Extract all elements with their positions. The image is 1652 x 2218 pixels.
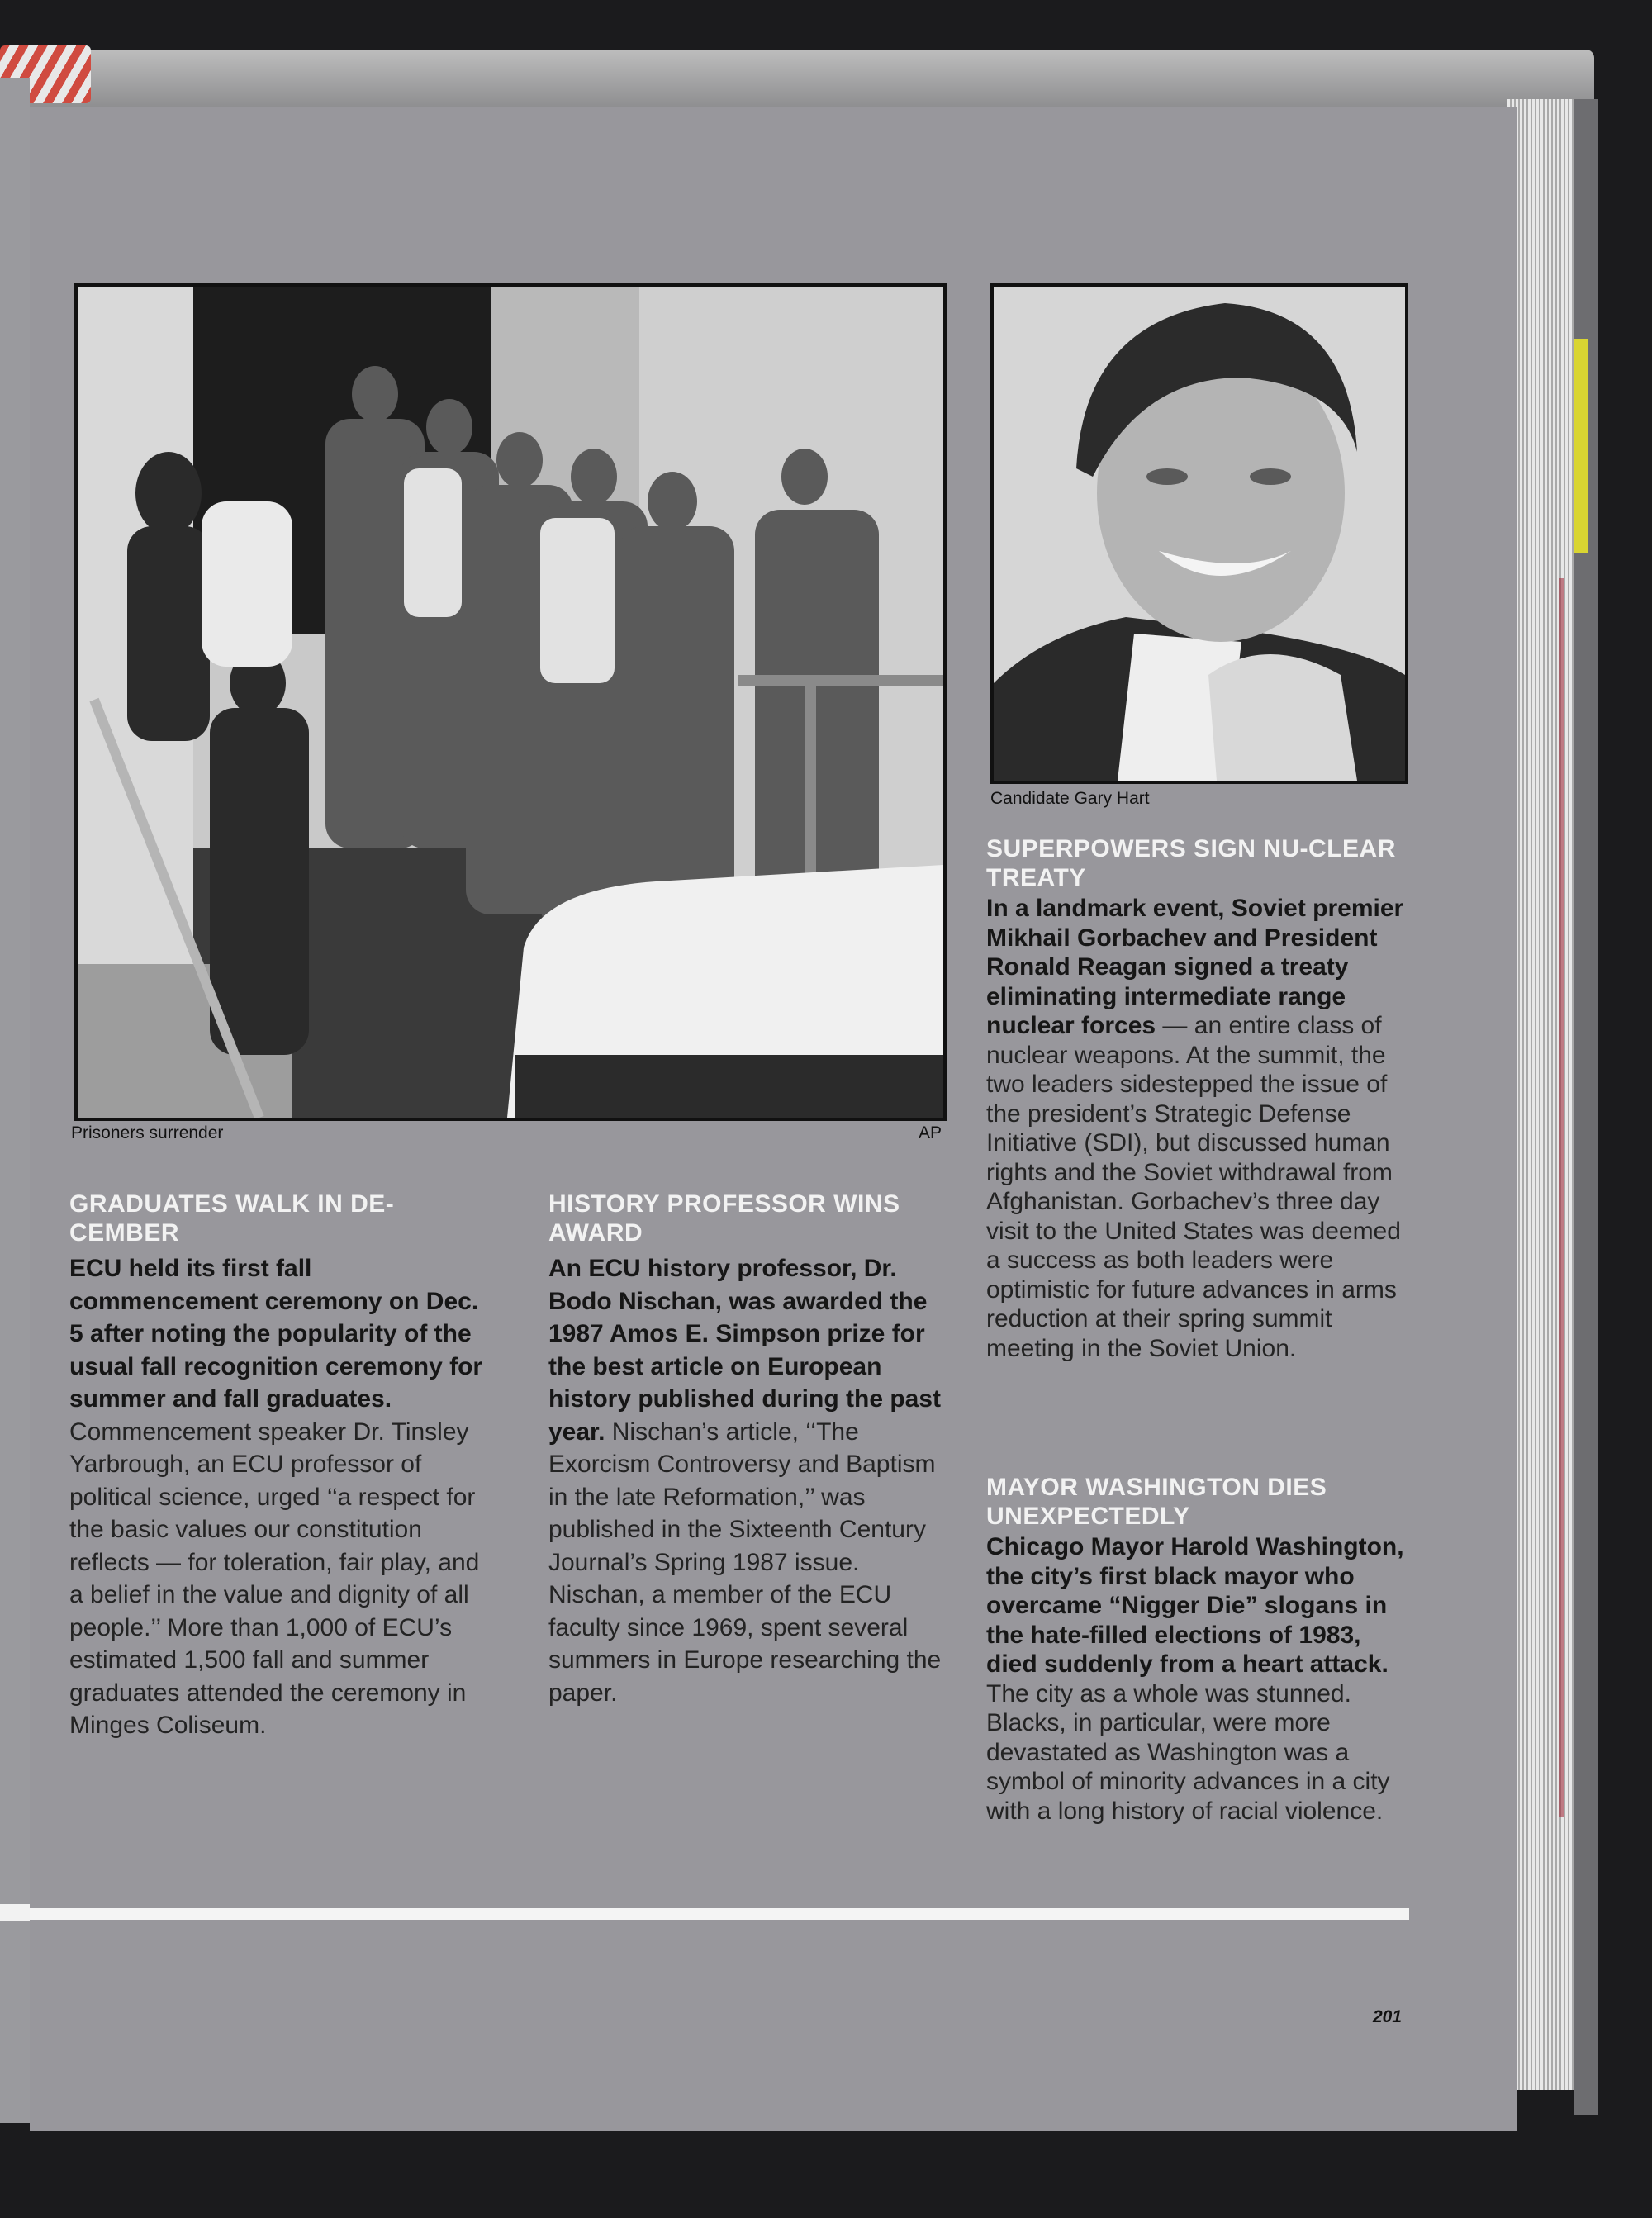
gary-hart-portrait-image bbox=[994, 287, 1405, 781]
photo-prisoners bbox=[74, 283, 947, 1121]
headline-graduates: GRADUATES WALK IN DE-CEMBER bbox=[69, 1190, 395, 1247]
bottom-rule bbox=[30, 1908, 1409, 1920]
text-mayor-washington: The city as a whole was stunned. Blacks, in particular, were more devastated as Washington was a symbol of minority advances in a city with a long history of racial violence. bbox=[986, 1679, 1390, 1825]
lead-history-professor: An ECU history professor, Dr. Bodo Nischan, was awarded the 1987 Amos E. Simpson prize for the best article on European history published during the past year. bbox=[548, 1255, 942, 1446]
book-top-edge bbox=[0, 50, 1594, 107]
text-nuclear-treaty: — an entire class of nuclear weapons. At the summit, the two leaders sidestepped the issue of the president’s Strategic Defense Initiative (SDI), but discussed human rights and the Soviet withdrawal from Afghanistan. Gorbachev’s three day visit to the United States was deemed a success as both leaders were optimistic for future advances in arms reduction at their spring summit meeting in the Soviet Union. bbox=[986, 1012, 1401, 1362]
previous-page-edge bbox=[0, 78, 30, 2123]
photo-credit: AP bbox=[919, 1123, 942, 1142]
headline-nuclear-treaty: SUPERPOWERS SIGN NU-CLEAR TREATY bbox=[986, 835, 1396, 891]
red-page-edge bbox=[1559, 578, 1564, 1817]
photo-caption-prisoners: Prisoners surrender bbox=[71, 1123, 224, 1142]
photo-gary-hart bbox=[990, 283, 1408, 784]
article-graduates bbox=[69, 1190, 499, 1742]
prisoners-photo-image bbox=[78, 287, 943, 1118]
article-nuclear-treaty bbox=[986, 834, 1408, 1363]
lead-nuclear-treaty: In a landmark event, Soviet premier Mikhail Gorbachev and President Ronald Reagan signed a treaty eliminating intermediate range nuclear forces bbox=[986, 895, 1404, 1039]
text-history-professor: Nischan’s article, ‘‘The Exorcism Controversy and Baptism in the late Reformation,’’ was published in the Sixteenth Century Journal’s Spring 1987 issue. Nischan, a member of the ECU faculty since 1969, spent several summers in Europe researching the paper. bbox=[548, 1418, 942, 1707]
lead-mayor-washington: Chicago Mayor Harold Washington, the city’s first black mayor who overcame “Nigger Die” slogans in the hate-filled elections of 1983, died suddenly from a heart attack. bbox=[986, 1533, 1404, 1678]
article-mayor-washington bbox=[986, 1473, 1408, 1826]
photo-caption-hart: Candidate Gary Hart bbox=[990, 789, 1150, 808]
article-history-professor bbox=[548, 1190, 949, 1709]
headline-history-professor: HISTORY PROFESSOR WINS AWARD bbox=[548, 1190, 900, 1247]
previous-page-rule bbox=[0, 1904, 30, 1921]
text-graduates: Commencement speaker Dr. Tinsley Yarbrough, an ECU professor of political science, urged ‘‘a respect for the basic values our constitution reflects — for toleration, fair play, and a belief in the value and dignity of all people.’’ More than 1,000 of ECU’s estimated 1,500 fall and summer graduates attended the ceremony in Minges Coliseum. bbox=[69, 1418, 480, 1739]
lead-graduates: ECU held its first fall commencement ceremony on Dec. 5 after noting the popularity of the usual fall recognition ceremony for summer and fall graduates. bbox=[69, 1255, 483, 1413]
body-mayor-washington bbox=[986, 1532, 1408, 1826]
body-history-professor bbox=[548, 1252, 949, 1709]
page-edges bbox=[1507, 99, 1578, 2090]
body-graduates bbox=[69, 1252, 499, 1742]
body-nuclear-treaty bbox=[986, 894, 1408, 1363]
yellow-tab bbox=[1574, 339, 1588, 553]
headline-mayor-washington: MAYOR WASHINGTON DIES UNEXPECTEDLY bbox=[986, 1474, 1327, 1530]
page-number: 201 bbox=[1373, 2007, 1403, 2026]
